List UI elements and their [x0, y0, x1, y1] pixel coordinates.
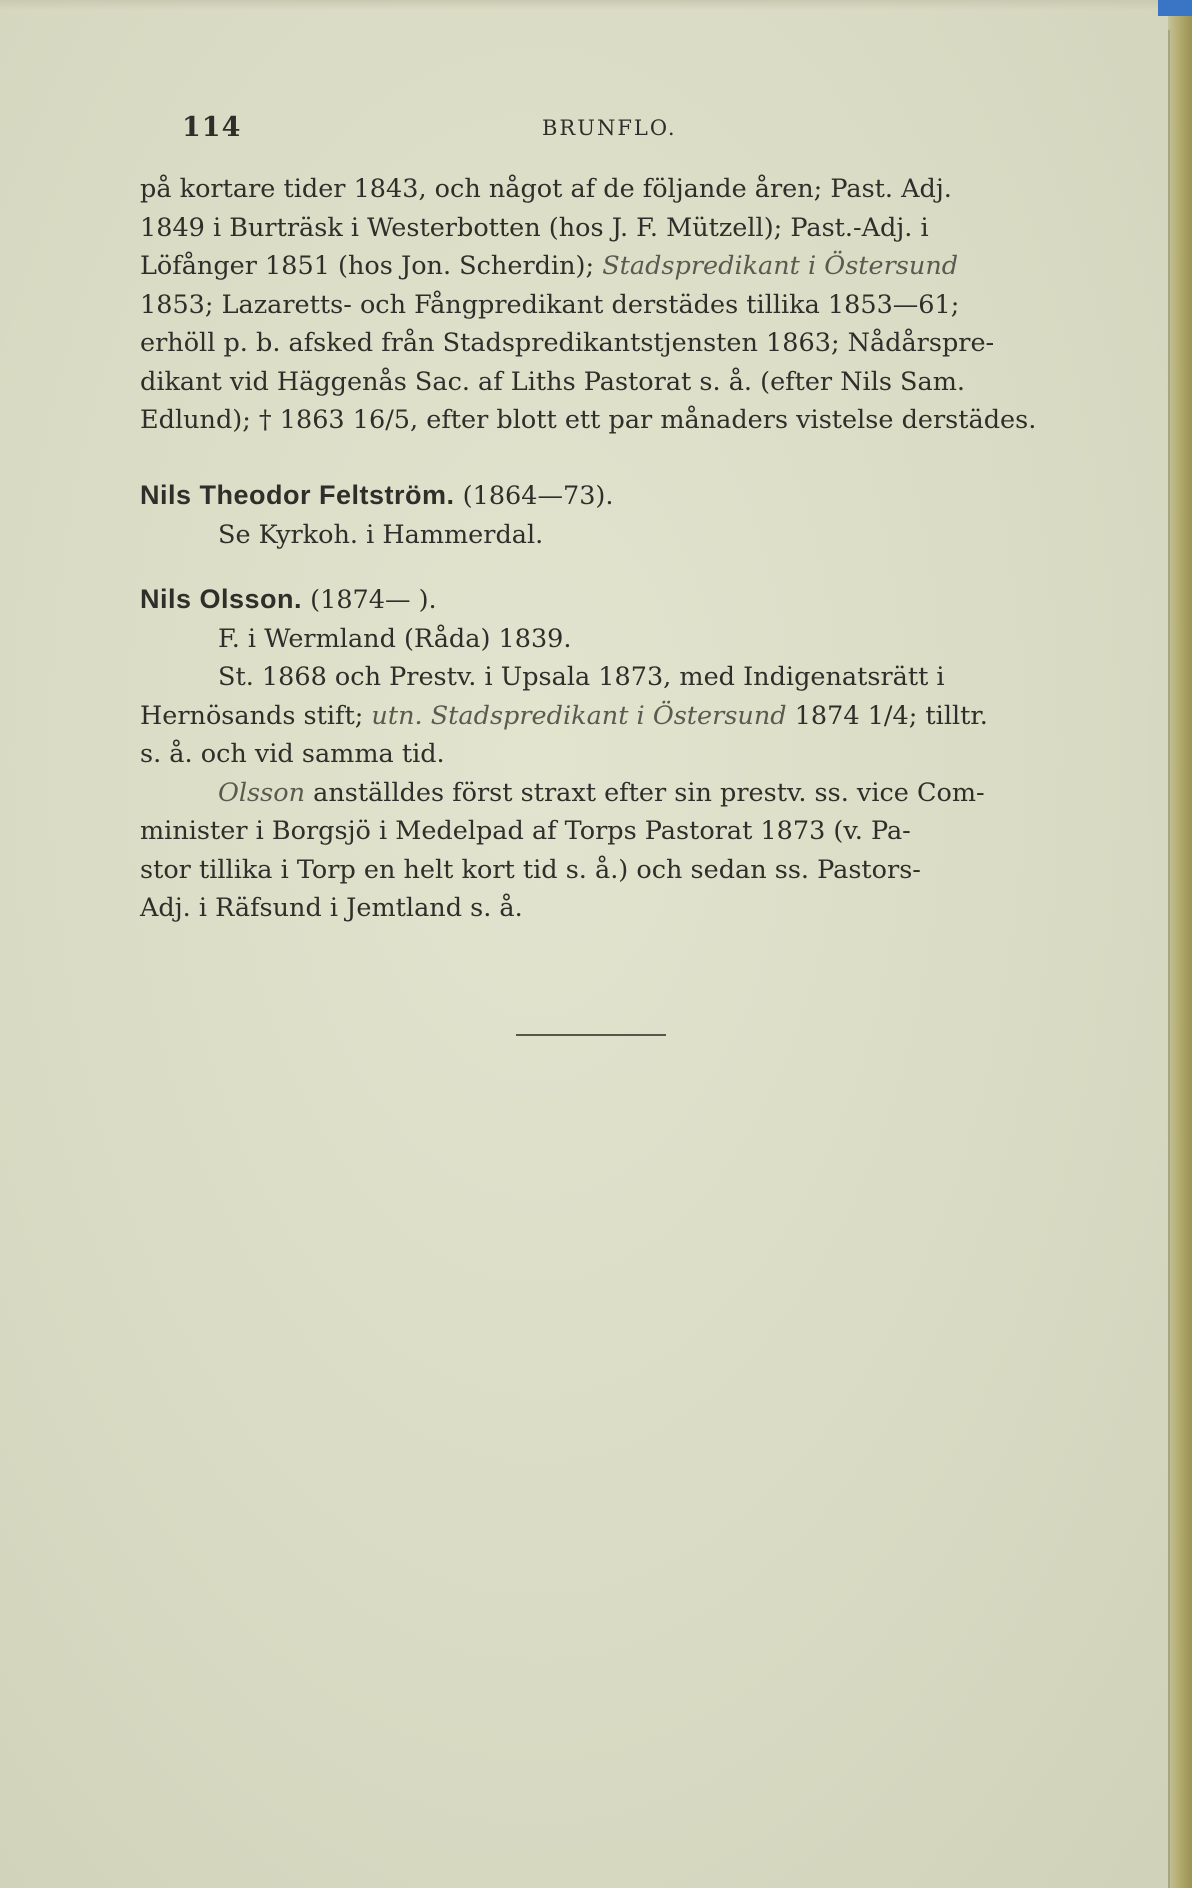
- text-line: [140, 247, 1058, 286]
- italic-span: Stadspredikant i Östersund: [602, 251, 959, 281]
- text-line: St. 1868 och Prestv. i Upsala 1873, med Indigenatsrätt i: [218, 662, 945, 692]
- text-span: anställdes först straxt efter sin prestv. ss. vice Com-: [305, 777, 985, 808]
- running-head: BRUNFLO.: [542, 116, 677, 140]
- text-line: dikant vid Häggenås Sac. af Liths Pastorat s. å. (efter Nils Sam.: [140, 366, 966, 397]
- page-edge-line: [1168, 30, 1170, 1888]
- page-number: 114: [182, 112, 242, 143]
- page-header: [182, 112, 1062, 152]
- entry-note: Se Kyrkoh. i Hammerdal.: [218, 519, 544, 550]
- text-line: Edlund); † 1863 16/5, efter blott ett par månaders vistelse derstädes.: [140, 405, 1037, 435]
- entry-heading: [140, 476, 1058, 516]
- text-line: s. å. och vid samma tid.: [140, 739, 445, 769]
- italic-span: utn. Stadspredikant i Östersund: [371, 700, 787, 731]
- corner-tab: [1158, 0, 1192, 16]
- entry-name: Nils Theodor Feltström.: [140, 480, 455, 510]
- text-span: Löfånger 1851 (hos Jon. Scherdin);: [140, 251, 603, 281]
- entry-dates: (1864—73).: [462, 481, 614, 511]
- text-line: 1853; Lazaretts- och Fångpredikant derstädes tillika 1853—61;: [140, 289, 960, 320]
- book-spine-edge: [1168, 0, 1192, 1888]
- entry-born: F. i Wermland (Råda) 1839.: [218, 623, 572, 654]
- text-span: 1874 1/4; tilltr.: [786, 700, 988, 731]
- text-line: Adj. i Räfsund i Jemtland s. å.: [140, 893, 523, 923]
- entry-dates: (1874— ).: [310, 585, 437, 615]
- text-line: stor tillika i Torp en helt kort tid s. å.) och sedan ss. Pastors-: [140, 854, 921, 885]
- entry-olsson: [140, 580, 1058, 928]
- page-top-edge: [0, 0, 1192, 10]
- continued-paragraph: [140, 170, 1058, 440]
- text-line: erhöll p. b. afsked från Stadspredikantstjensten 1863; Nådårspre-: [140, 328, 995, 358]
- text-span: Hernösands stift;: [140, 700, 372, 731]
- italic-span: Olsson: [218, 777, 306, 808]
- text-line: minister i Borgsjö i Medelpad af Torps Pastorat 1873 (v. Pa-: [140, 816, 911, 846]
- entry-heading: [140, 580, 1058, 620]
- section-divider: [516, 1034, 666, 1036]
- entry-feltstrom: [140, 476, 1058, 554]
- text-line: 1849 i Burträsk i Westerbotten (hos J. F. Mützell); Past.-Adj. i: [140, 212, 929, 243]
- text-line: på kortare tider 1843, och något af de följande åren; Past. Adj.: [140, 174, 952, 204]
- entry-name: Nils Olsson.: [140, 584, 303, 614]
- text-line: [140, 774, 1058, 813]
- text-line: [140, 697, 1058, 736]
